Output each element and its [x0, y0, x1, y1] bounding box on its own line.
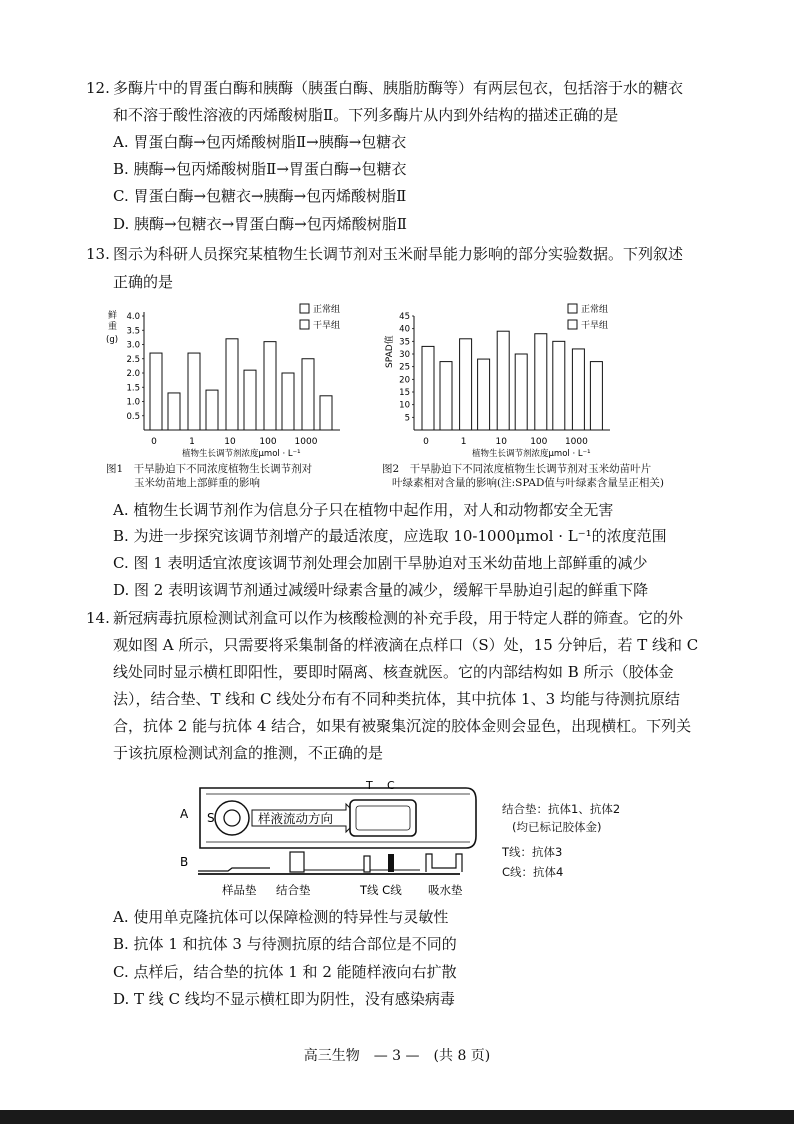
- legend-c-line: C线：抗体4: [502, 865, 564, 879]
- chart-1-ytick-label: 2.0: [126, 369, 140, 379]
- figure-label-b: B: [180, 855, 189, 869]
- chart-1-xlabel: 植物生长调节剂浓度μmol · L⁻¹: [182, 449, 301, 459]
- q14-option-c: C. 点样后，结合垫的抗体 1 和 2 能随样液向右扩散: [113, 963, 457, 981]
- chart-1-bar-drought-0: [168, 393, 180, 430]
- q12-option-a: A. 胃蛋白酶→包丙烯酸树脂Ⅱ→胰酶→包糖衣: [113, 133, 407, 151]
- chart-1-legend-drought-label: 干旱组: [313, 321, 341, 331]
- chart-1-ytick-label: 3.5: [126, 326, 140, 337]
- chart-2-xtick-label: 1000: [564, 437, 588, 447]
- chart-1-bar-normal-1000: [302, 359, 314, 430]
- legend-t-line: T线：抗体3: [502, 845, 563, 859]
- chart-2-xtick-label: 10: [495, 437, 507, 447]
- q14-stem-line-1: 新冠病毒抗原检测试剂盒可以作为核酸检测的补充手段，用于特定人群的筛查。它的外: [113, 609, 684, 627]
- legend-conjugate-note: (均已标记胶体金): [512, 820, 602, 834]
- conjugate-pad-label: 结合垫: [276, 883, 311, 897]
- chart-1-bar-normal-10: [226, 339, 238, 430]
- chart-2-bar-drought-1: [478, 359, 490, 430]
- q13-option-c: C. 图 1 表明适宜浓度该调节剂处理会加剧干旱胁迫对玉米幼苗地上部鲜重的减少: [113, 554, 648, 572]
- chart-2-spad: [378, 296, 640, 464]
- chart-1-ytick-label: 3.0: [126, 340, 140, 351]
- chart-2-bar-drought-0: [440, 362, 452, 430]
- chart-1-xtick-label: 1: [189, 437, 195, 447]
- q14-option-d: D. T 线 C 线均不显示横杠即为阴性，没有感染病毒: [113, 990, 455, 1008]
- chart-1-ytick-label: 4.0: [126, 312, 140, 322]
- chart-2-ytick-label: 5: [404, 413, 410, 424]
- chart-2-bar-drought-100: [553, 341, 565, 430]
- c-line-label: C: [387, 779, 395, 792]
- figure-label-a: A: [180, 807, 189, 821]
- chart-1-caption-line-1: 图1 干旱胁迫下不同浓度植物生长调节剂对: [106, 463, 313, 475]
- chart-2-bar-drought-10: [515, 354, 527, 430]
- chart-2-caption-line-1: 图2 干旱胁迫下不同浓度植物生长调节剂对玉米幼苗叶片: [382, 463, 652, 475]
- chart-2-bar-normal-0: [422, 346, 434, 430]
- chart-1-caption-line-2: 玉米幼苗地上部鲜重的影响: [134, 477, 260, 489]
- chart-1-bar-drought-1000: [320, 396, 332, 430]
- chart-2-bar-normal-1000: [572, 349, 584, 430]
- chart-2-xtick-label: 0: [423, 437, 429, 447]
- chart-2-legend-normal-swatch: [568, 304, 577, 313]
- chart-1-xtick-label: 1000: [294, 437, 318, 447]
- q14-stem-line-3: 线处同时显示横杠即阳性，要即时隔离、核查就医。它的内部结构如 B 所示（胶体金: [113, 663, 674, 681]
- q12-number: 12.: [86, 79, 110, 97]
- q14-stem-line-5: 合，抗体 2 能与抗体 4 结合，如果有被聚集沉淀的胶体金则会显色，出现横杠。下列关: [113, 717, 692, 735]
- chart-2-xtick-label: 100: [530, 437, 548, 447]
- q13-option-d: D. 图 2 表明该调节剂通过减缓叶绿素含量的减少，缓解干旱胁迫引起的鲜重下降: [113, 581, 649, 599]
- result-window-inner: [356, 806, 410, 830]
- chart-2-caption-line-2: 叶绿素相对含量的影响(注:SPAD值与叶绿素含量呈正相关): [392, 477, 665, 489]
- chart-2-ytick-label: 40: [399, 324, 410, 335]
- chart-2-xtick-label: 1: [460, 437, 467, 447]
- sample-pad-label: 样品垫: [222, 883, 257, 897]
- q14-option-b: B. 抗体 1 和抗体 3 与待测抗原的结合部位是不同的: [113, 935, 457, 953]
- t-line-band: [364, 856, 370, 872]
- legend-conjugate-pad: 结合垫：抗体1、抗体2: [502, 802, 621, 816]
- chart-1-bar-drought-100: [282, 373, 294, 430]
- q13-number: 13.: [86, 245, 110, 263]
- q12-stem-line-2: 和不溶于酸性溶液的丙烯酸树脂Ⅱ。下列多酶片从内到外结构的描述正确的是: [113, 106, 619, 124]
- page-footer: 高三生物 — 3 — (共 8 页): [303, 1048, 491, 1064]
- chart-2-ytick-label: 35: [399, 337, 410, 348]
- chart-2-legend-drought-label: 干旱组: [581, 321, 609, 331]
- q12-stem-line-1: 多酶片中的胃蛋白酶和胰酶（胰蛋白酶、胰脂肪酶等）有两层包衣，包括溶于水的糖衣: [113, 79, 684, 97]
- chart-2-legend-drought-swatch: [568, 320, 577, 329]
- chart-2-legend-normal-label: 正常组: [581, 305, 609, 315]
- chart-1-bar-normal-0: [150, 353, 162, 430]
- chart-1-xtick-label: 10: [224, 437, 236, 447]
- chart-2-ytick-label: 15: [399, 388, 410, 398]
- q13-option-b: B. 为进一步探究该调节剂增产的最适浓度，应选取 10-1000μmol · L⁻¹的浓度范围: [113, 527, 667, 545]
- chart-1-ylabel-top: 鲜: [108, 311, 118, 321]
- q12-option-d: D. 胰酶→包糖衣→胃蛋白酶→包丙烯酸树脂Ⅱ: [113, 215, 407, 233]
- scan-edge-bar: [0, 1110, 794, 1124]
- chart-2-bar-drought-1000: [590, 362, 602, 430]
- chart-1-legend-drought-swatch: [300, 320, 309, 329]
- chart-2-ylabel: SPAD值: [385, 335, 395, 368]
- conjugate-pad: [290, 852, 304, 872]
- t-c-line-label: T线 C线: [360, 883, 402, 897]
- q14-number: 14.: [86, 609, 110, 627]
- chart-1-legend-normal-swatch: [300, 304, 309, 313]
- chart-2-ytick-label: 20: [399, 375, 410, 386]
- q13-option-a: A. 植物生长调节剂作为信息分子只在植物中起作用，对人和动物都安全无害: [113, 501, 614, 519]
- chart-1-xtick-label: 0: [151, 437, 157, 447]
- chart-2-bar-normal-100: [535, 334, 547, 430]
- chart-1-bar-normal-1: [188, 353, 200, 430]
- q14-stem-line-4: 法），结合垫、T 线和 C 线处分布有不同种类抗体，其中抗体 1、3 均能与待测抗原结: [113, 690, 680, 708]
- q12-option-b: B. 胰酶→包丙烯酸树脂Ⅱ→胃蛋白酶→包糖衣: [113, 160, 407, 178]
- chart-2-ytick-label: 10: [399, 400, 410, 411]
- chart-1-bar-drought-10: [244, 370, 256, 430]
- chart-2-xlabel: 植物生长调节剂浓度μmol · L⁻¹: [472, 449, 591, 459]
- sample-pad: [198, 868, 270, 871]
- chart-1-ytick-label: 1.0: [126, 397, 140, 408]
- chart-1-xtick-label: 100: [259, 437, 277, 447]
- q13-stem-line-2: 正确的是: [113, 273, 174, 291]
- sample-port-inner-icon: [224, 810, 240, 826]
- chart-2-bar-normal-10: [497, 331, 509, 430]
- t-line-label: T: [366, 779, 373, 792]
- q12-option-c: C. 胃蛋白酶→包糖衣→胰酶→包丙烯酸树脂Ⅱ: [113, 187, 407, 205]
- chart-2-ytick-label: 25: [399, 362, 410, 373]
- chart-1-legend-normal-label: 正常组: [313, 305, 341, 315]
- chart-2-ytick-label: 30: [399, 350, 410, 360]
- q14-stem-line-6: 于该抗原检测试剂盒的推测，不正确的是: [113, 744, 384, 762]
- chart-1-ylabel-unit: (g): [106, 335, 119, 345]
- q14-stem-line-2: 观如图 A 所示，只需要将采集制备的样液滴在点样口（S）处，15 分钟后，若 T 线和 C: [113, 636, 699, 654]
- chart-2-bar-normal-1: [460, 339, 472, 430]
- q14-option-a: A. 使用单克隆抗体可以保障检测的特异性与灵敏性: [113, 908, 449, 926]
- chart-2-ytick-label: 45: [399, 312, 410, 322]
- absorbent-pad-label: 吸水垫: [428, 883, 463, 897]
- c-line-band: [388, 854, 394, 872]
- q13-stem-line-1: 图示为科研人员探究某植物生长调节剂对玉米耐旱能力影响的部分实验数据。下列叙述: [113, 245, 684, 263]
- flow-direction-label: 样液流动方向: [258, 811, 334, 826]
- chart-1-ytick-label: 1.5: [126, 383, 140, 394]
- chart-1-ytick-label: 0.5: [126, 411, 140, 422]
- chart-1-ytick-label: 2.5: [126, 354, 140, 365]
- sample-port-label: S: [207, 811, 215, 825]
- absorbent-pad: [426, 854, 462, 872]
- antigen-test-kit-diagram: [170, 778, 490, 898]
- chart-1-bar-drought-1: [206, 390, 218, 430]
- chart-1-fresh-weight: [104, 296, 364, 464]
- chart-1-ylabel-mid: 重: [108, 322, 118, 332]
- chart-1-bar-normal-100: [264, 342, 276, 430]
